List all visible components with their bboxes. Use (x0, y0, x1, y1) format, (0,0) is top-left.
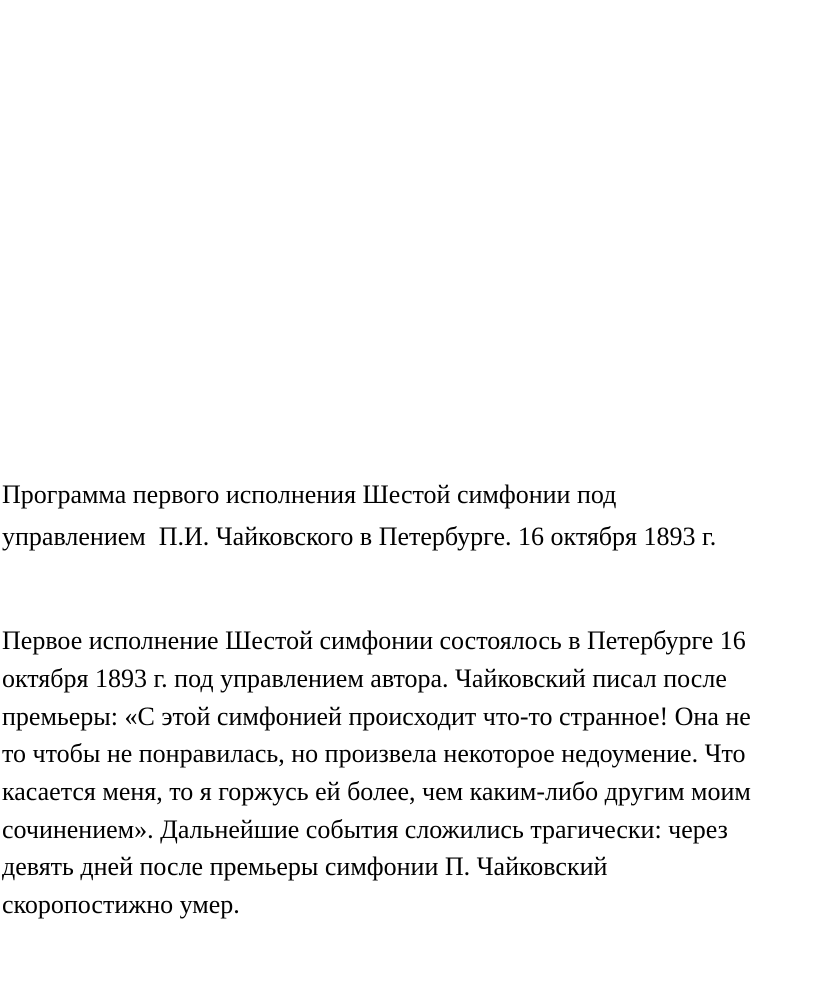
paragraph-line: октября 1893 г. под управлением автора. Чайковский писал после (2, 664, 727, 693)
paragraph-line: Первое исполнение Шестой симфонии состоялось в Петербурге 16 (2, 626, 746, 655)
paragraph-line: касается меня, то я горжусь ей более, чем каким-либо другим моим (2, 777, 751, 806)
paragraph-line: скоропостижно умер. (2, 890, 240, 919)
paragraph-line: премьеры: «С этой симфонией происходит что-то странное! Она не (2, 702, 751, 731)
caption-line: управлением П.И. Чайковского в Петербурге. 16 октября 1893 г. (2, 522, 717, 551)
paragraph-line: сочинением». Дальнейшие события сложились трагически: через (2, 815, 728, 844)
paragraph-line: то чтобы не понравилась, но произвела некоторое недоумение. Что (2, 739, 746, 768)
paragraph-line: девять дней после премьеры симфонии П. Чайковский (2, 852, 608, 881)
caption-line: Программа первого исполнения Шестой симфонии под (2, 480, 617, 509)
